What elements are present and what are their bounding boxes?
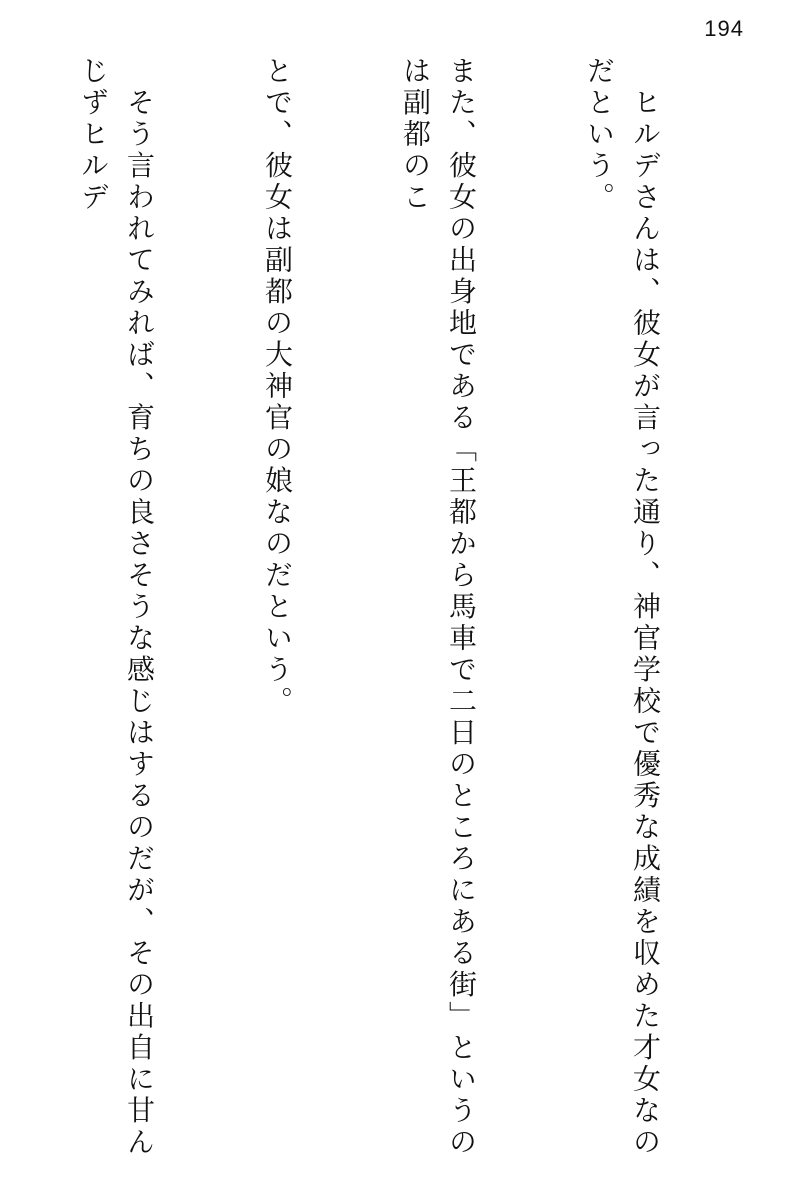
text-line: とで、彼女は副都の大神官の娘なのだという。 xyxy=(261,56,294,718)
page-number: 194 xyxy=(704,16,744,41)
text-line: また、彼女の出身地である「王都から馬車で二日のところにある街」というのは副都のこ xyxy=(399,56,478,1159)
body-text xyxy=(0,56,760,1186)
text-line: ヒルデさんは、彼女が言った通り、神官学校で優秀な成績を収めた才女なのだという。 xyxy=(583,56,662,1159)
text-line: そう言われてみれば、育ちの良さそうな感じはするのだが、その出自に甘んじずヒルデ xyxy=(77,56,156,1159)
